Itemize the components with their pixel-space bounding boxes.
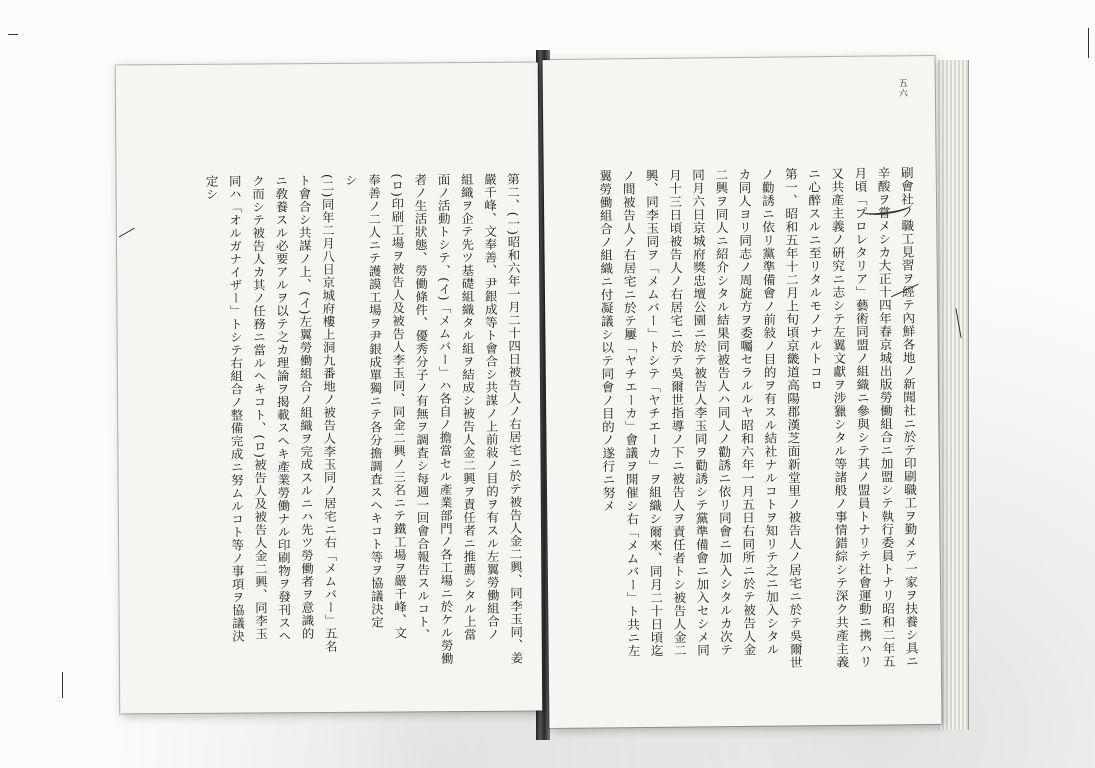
text-line: 同月六日京城府獎忠壇公園ニ於テ被告人李玉同ヲ勸誘シテ黨準備會ニ加入セシメ同 [689,168,711,657]
text-line: 二興ヲ同人ニ紹介シタル結果同被告人ハ同人ノ勸誘ニ依リ同會ニ加入シタルカ次テ [713,168,734,657]
text-line: ノ勸誘ニ依リ黨準備會ノ前敍ノ目的ヲ有スル結社ナルコトヲ知リテ之ニ加入シタル [759,167,780,657]
pencil-mark [8,34,18,35]
text-line: ト會合シ共謀ノ上、(イ)左翼勞働組合ノ組織ヲ完成スルニハ先ツ勞働者ヲ意識的 [296,174,316,641]
text-line: ニ心醉スルニ至リタルモノナルトコロ [805,167,824,392]
text-line: シ [343,173,359,187]
text-line: 第二、(一)昭和六年一月二十四日被告人ノ右居宅ニ於テ被告人金二興、同李玉同、姜 [505,172,524,665]
text-line: 辛酸ヲ嘗メシカ大正十四年春京城出版勞働組合ニ加盟シテ執行委員トナリ昭和二年五 [875,166,896,669]
text-line: 者ノ生活狀態、勞働條件、優秀分子ノ有無ヲ調査シ每週一回會合報告スルコト、 [412,173,432,642]
book-page-edges [938,60,969,730]
text-line: 刷會社ノ職工見習ヲ經テ內鮮各地ノ新聞社ニ於テ印刷職工ヲ勤メテ一家ヲ扶養シ具ニ [898,166,919,668]
text-line: 興、同李玉同ヲ「メムバー」トシテ「ヤチエーカ」ヲ組織シ爾來、同月二十日頃迄 [643,168,664,658]
text-line: 組織ヲ企テ先ツ基礎組織タル組ヲ結成シ被告人金二興ヲ責任者ニ推薦シタル上當 [459,172,478,642]
right-page-text [543,56,942,728]
text-line: 翼勞働組合ノ組織ニ付凝議シ以テ同會ノ目的ノ遂行ニ努メ [597,169,616,513]
right-page [543,56,942,728]
text-line: ノ間被告人ノ右居宅ニ於テ屢「ヤチエーカ」會議ヲ開催シ右「メムバー」ト共ニ左 [620,169,641,658]
text-line: 奉善ノ二人ニテ護謨工場ヲ尹銀成單獨ニテ各分擔調査スヘキコト等ヲ協議決定 [366,173,385,629]
text-line: カ同人ヨリ同志ノ周旋方ヲ委囑セラルルヤ昭和六年一月五日右同所ニ於テ被告人金 [736,167,757,657]
page-number: 五六 [896,78,907,99]
left-page [116,63,543,714]
text-line: 又共產主義ノ硏究ニ志シテ左翼文獻ヲ涉獵シタル等諸般ノ事情錯綜シテ深ク共產主義 [829,166,850,669]
text-line: 面ノ活動トシテ、(イ)「メムバー」ハ各自ノ擔當セル產業部門ノ各工場ニ於ケル勞働 [435,173,455,666]
text-line: ニ敎養スル必要アルヲ以テ之カ理論ヲ揭載スヘキ產業勞働ナル印刷物ヲ發刊スヘ [273,174,292,643]
text-line: ク而シテ被告人カ其ノ任務ニ當ルヘキコト、(ロ)被告人及被告人金二興、同李玉 [250,174,269,641]
text-line: 定シ [204,174,220,201]
text-line: 月十三日頃被告人ノ右居宅ニ於テ吳爾世指導ノ下ニ被告人ヲ責任者トシ被告人金二 [666,168,687,658]
text-line: (ロ)印刷工場ヲ被告人及被告人李玉同、同金二興ノ三名ニテ鐵工場ヲ嚴千峰、文 [389,173,408,640]
left-page-text [116,63,543,714]
pencil-mark [1088,28,1092,58]
pencil-mark [62,672,65,698]
text-line: 月頃「プロレタリア」藝術同盟ノ組織ニ參與シテ其ノ盟員トナリテ社會運動ニ携ハリ [852,166,873,669]
text-line: 第一、昭和五年十二月上旬頃京畿道高陽郡漢芝面新堂里ノ被告人ノ居宅ニ於テ吳爾世 [782,167,803,670]
text-line: (二)同年二月八日京城府樓上洞九番地ノ被告人李玉同ノ居宅ニ右「メムバー」五名 [320,173,339,653]
text-line: 同ハ「オルガナイザー」トシテ右組合ノ整備完成ニ努ムルコト等ノ事項ヲ協議決 [227,174,246,643]
text-line: 嚴千峰、文奉善、尹銀成等ト會合シ共謀ノ上前敍ノ目的ヲ有スル左翼勞働組合ノ [482,172,501,641]
